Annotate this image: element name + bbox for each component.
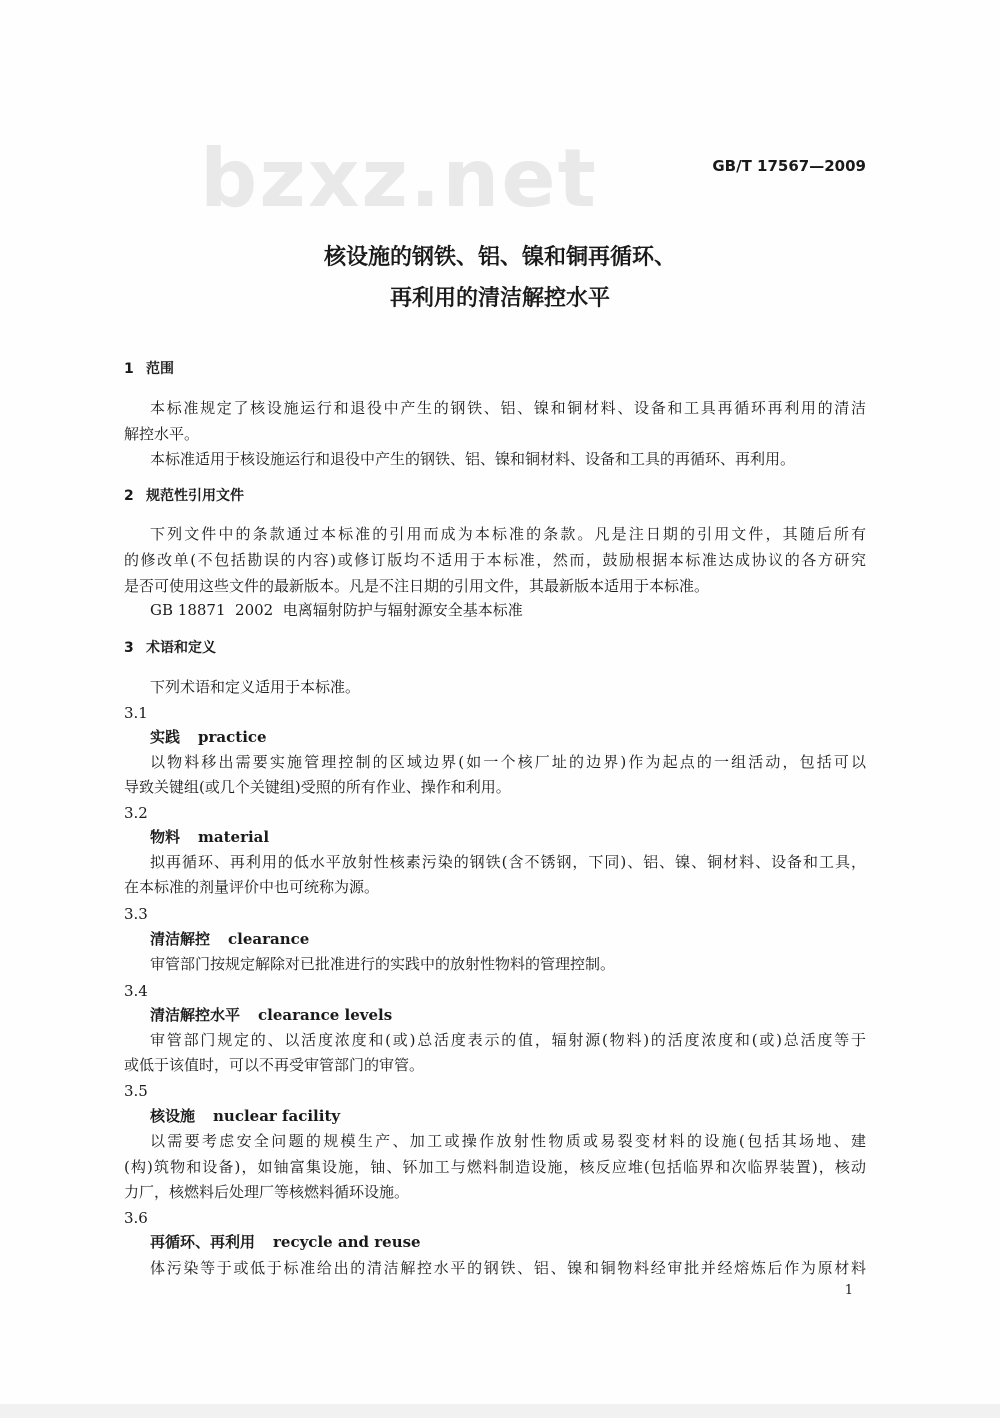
- term-number: 3.2: [124, 804, 148, 822]
- paragraph-line: 本标准规定了核设施运行和退役中产生的钢铁、铝、镍和铜材料、设备和工具再循环再利用的清洁: [150, 399, 866, 417]
- term-number: 3.3: [124, 905, 148, 923]
- term-heading: [150, 727, 866, 747]
- section-title: 规范性引用文件: [146, 488, 244, 504]
- paragraph-line: 下列术语和定义适用于本标准。: [150, 678, 361, 696]
- section-1-heading: [124, 359, 866, 379]
- page-number: 1: [844, 1283, 853, 1298]
- section-number: 2: [124, 488, 134, 504]
- term-heading: [150, 929, 866, 949]
- term-heading: [150, 1106, 866, 1126]
- term-definition: (构)筑物和设备)，如铀富集设施，铀、钚加工与燃料制造设施，核反应堆(包括临界和次临界装置)，核动: [124, 1158, 866, 1176]
- term-number: 3.6: [124, 1209, 148, 1227]
- term-english: material: [198, 828, 270, 846]
- section-2-heading: [124, 486, 866, 506]
- normative-reference: GB 18871 2002 电离辐射防护与辐射源安全基本标准: [150, 601, 523, 619]
- term-english: nuclear facility: [213, 1107, 341, 1125]
- term-definition: 导致关键组(或几个关键组)受照的所有作业、操作和利用。: [124, 778, 511, 796]
- section-number: 1: [124, 361, 134, 377]
- paragraph-line: 解控水平。: [124, 425, 200, 443]
- watermark: bzxz.net: [200, 132, 598, 225]
- standard-code: GB/T 17567—2009: [712, 157, 866, 175]
- term-definition: 审管部门按规定解除对已批准进行的实践中的放射性物料的管理控制。: [150, 955, 616, 973]
- section-3-heading: [124, 638, 866, 658]
- term-heading: [150, 1005, 866, 1025]
- term-english: recycle and reuse: [273, 1233, 421, 1251]
- term-chinese: 再循环、再利用: [150, 1233, 256, 1251]
- term-chinese: 核设施: [150, 1107, 196, 1125]
- paragraph-line: 的修改单(不包括勘误的内容)或修订版均不适用于本标准，然而，鼓励根据本标准达成协议的各方研究: [124, 551, 866, 569]
- paragraph-line: 本标准适用于核设施运行和退役中产生的钢铁、铝、镍和铜材料、设备和工具的再循环、再利用。: [150, 450, 796, 468]
- term-number: 3.4: [124, 982, 148, 1000]
- term-chinese: 清洁解控: [150, 930, 211, 948]
- term-definition: 力厂，核燃料后处理厂等核燃料循环设施。: [124, 1183, 410, 1201]
- paragraph-line: 下列文件中的条款通过本标准的引用而成为本标准的条款。凡是注日期的引用文件，其随后所有: [150, 525, 866, 543]
- term-definition: 以物料移出需要实施管理控制的区域边界(如一个核厂址的边界)作为起点的一组活动，包括可以: [150, 753, 866, 771]
- title-line-2: 再利用的清洁解控水平: [389, 286, 610, 311]
- section-number: 3: [124, 640, 134, 656]
- term-chinese: 清洁解控水平: [150, 1006, 241, 1024]
- title-line-1: 核设施的钢铁、铝、镍和铜再循环、: [323, 245, 676, 270]
- term-heading: [150, 1232, 866, 1252]
- page-bottom-edge: [0, 1404, 1000, 1418]
- section-title: 范围: [146, 361, 174, 377]
- term-definition: 审管部门规定的、以活度浓度和(或)总活度表示的值，辐射源(物料)的活度浓度和(或)总活度等于: [150, 1031, 866, 1049]
- term-number: 3.1: [124, 704, 148, 722]
- term-heading: [150, 827, 866, 847]
- term-english: clearance levels: [258, 1006, 393, 1024]
- term-chinese: 物料: [150, 828, 181, 846]
- paragraph-line: 是否可使用这些文件的最新版本。凡是不注日期的引用文件，其最新版本适用于本标准。: [124, 577, 710, 595]
- term-definition: 体污染等于或低于标准给出的清洁解控水平的钢铁、铝、镍和铜物料经审批并经熔炼后作为原材料: [150, 1259, 866, 1277]
- term-definition: 或低于该值时，可以不再受审管部门的审管。: [124, 1056, 425, 1074]
- term-definition: 拟再循环、再利用的低水平放射性核素污染的钢铁(含不锈钢，下同)、铝、镍、铜材料、设备和工具，: [150, 853, 866, 871]
- term-english: clearance: [228, 930, 310, 948]
- term-definition: 在本标准的剂量评价中也可统称为源。: [124, 878, 380, 896]
- term-definition: 以需要考虑安全问题的规模生产、加工或操作放射性物质或易裂变材料的设施(包括其场地、建: [150, 1132, 866, 1150]
- term-english: practice: [198, 728, 267, 746]
- section-title: 术语和定义: [146, 640, 216, 656]
- term-number: 3.5: [124, 1082, 148, 1100]
- term-chinese: 实践: [150, 728, 181, 746]
